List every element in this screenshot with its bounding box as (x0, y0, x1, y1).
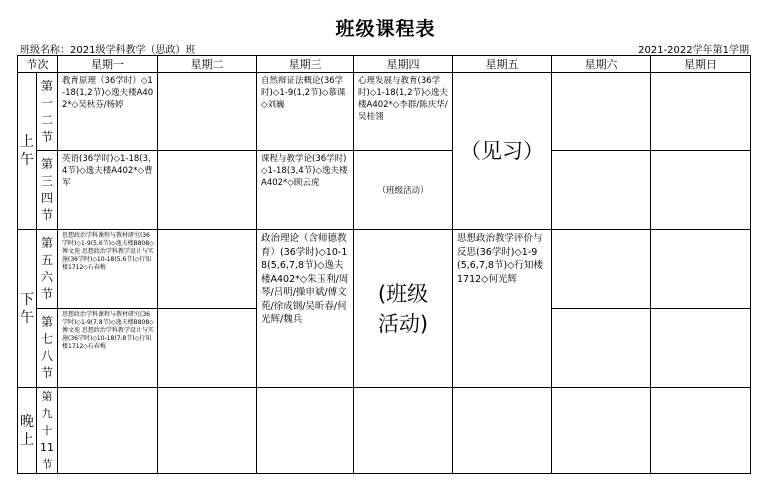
course-thu-3-4: （班级活动） (377, 186, 429, 196)
cell-mon-7-8 (58, 309, 158, 388)
half-afternoon: 下 午 (18, 230, 37, 388)
cell-fri-5-8 (453, 230, 552, 388)
cell-wed-3-4 (257, 151, 354, 230)
cell-thu-9-11 (354, 388, 453, 474)
cell-tue-3-4 (158, 151, 257, 230)
schedule-table (17, 55, 751, 474)
cell-sun-9-11 (651, 388, 751, 474)
course-wed-1-2: 自然辩证法概论(36学时)◇1-9(1,2节)◇慕课◇刘巍 (261, 76, 346, 110)
cell-wed-9-11 (257, 388, 354, 474)
header-day-mon: 星期一 (58, 56, 158, 73)
cell-sat-3-4 (552, 151, 651, 230)
cell-mon-9-11 (58, 388, 158, 474)
cell-wed-5-8 (257, 230, 354, 388)
header-day-wed: 星期三 (257, 56, 354, 73)
course-mon-5-6: 思想政治学科课程与教材研究(36学时)◇1-9(5,6节)◇逸夫楼B808◇傅文苑 思想政治学科教学设计与实施(36学时)◇10-18(5,6节)◇行知楼1712◇石春梅 (62, 232, 154, 271)
slot-9-11: 第 九 十 11 节 (37, 388, 58, 474)
cell-fri-9-11 (453, 388, 552, 474)
header-day-fri: 星期五 (453, 56, 552, 73)
row-slot-9-11 (18, 388, 751, 474)
header-day-thu: 星期四 (354, 56, 453, 73)
term-label: 2021-2022学年第1学期 (638, 45, 749, 56)
header-day-sat: 星期六 (552, 56, 651, 73)
cell-mon-5-6 (58, 230, 158, 309)
cell-sat-9-11 (552, 388, 651, 474)
row-slot-5-6 (18, 230, 751, 309)
header-corner: 节次 (18, 56, 58, 73)
cell-thu-1-2 (354, 73, 453, 151)
course-fri-5-8: 思想政治教学评价与反思(36学时)◇1-9(5,6,7,8节)◇行知楼1712◇何光辉 (457, 233, 543, 285)
course-thu-5-8: (班级 活动) (377, 281, 429, 336)
half-evening: 晚 上 (18, 388, 37, 474)
header-day-sun: 星期日 (651, 56, 751, 73)
cell-fri-1-4 (453, 73, 552, 230)
cell-wed-1-2 (257, 73, 354, 151)
cell-sun-1-2 (651, 73, 751, 151)
cell-sun-7-8 (651, 309, 751, 388)
course-wed-3-4: 课程与教学论(36学时)◇1-18(3,4节)◇逸夫楼A402*◇顾云虎 (261, 154, 348, 188)
cell-tue-7-8 (158, 309, 257, 388)
row-slot-1-2 (18, 73, 751, 151)
course-mon-1-2: 教育原理（36学时）◇1-18(1,2节)◇逸夫楼A402*◇吴秋芬/杨婷 (62, 76, 154, 110)
cell-sat-7-8 (552, 309, 651, 388)
course-mon-7-8: 思想政治学科课程与教材研究(36学时)◇1-9(7,8节)◇逸夫楼B808◇傅文苑 思想政治学科教学设计与实施(36学时)◇10-18(7,8节)◇行知楼1712◇石春梅 (62, 311, 154, 350)
cell-thu-3-4 (354, 151, 453, 230)
course-thu-1-2: 心理发展与教育(36学时)◇1-18(1,2节)◇逸夫楼A402*◇李群/陈庆华/吴桂翎 (358, 76, 448, 122)
cell-tue-9-11 (158, 388, 257, 474)
slot-1-2: 第 一 二 节 (37, 73, 58, 151)
class-name-label: 班级名称：2021级学科教学（思政）班 (20, 45, 196, 56)
course-wed-5-8: 政治理论（含师德教育）(36学时)◇10-18(5,6,7,8节)◇逸夫楼A402*◇朱玉利/周琴/吕明/操申斌/傅文苑/徐成钢/吴昕春/何光辉/魏兵 (261, 233, 349, 325)
cell-sat-5-6 (552, 230, 651, 309)
slot-7-8: 第 七 八 节 (37, 309, 58, 388)
row-slot-3-4 (18, 151, 751, 230)
cell-tue-5-6 (158, 230, 257, 309)
slot-3-4: 第 三 四 节 (37, 151, 58, 230)
cell-sat-1-2 (552, 73, 651, 151)
cell-thu-5-8 (354, 230, 453, 388)
cell-mon-1-2 (58, 73, 158, 151)
header-row (18, 56, 751, 73)
half-morning: 上 午 (18, 73, 37, 230)
slot-5-6: 第 五 六 节 (37, 230, 58, 309)
cell-mon-3-4 (58, 151, 158, 230)
page-title: 班级课程表 (335, 18, 436, 40)
course-mon-3-4: 英语(36学时)◇1-18(3,4节)◇逸夫楼A402*◇曹军 (62, 154, 153, 188)
cell-sun-3-4 (651, 151, 751, 230)
header-day-tue: 星期二 (158, 56, 257, 73)
cell-sun-5-6 (651, 230, 751, 309)
course-fri-1-4: （见习） (460, 139, 544, 163)
cell-tue-1-2 (158, 73, 257, 151)
